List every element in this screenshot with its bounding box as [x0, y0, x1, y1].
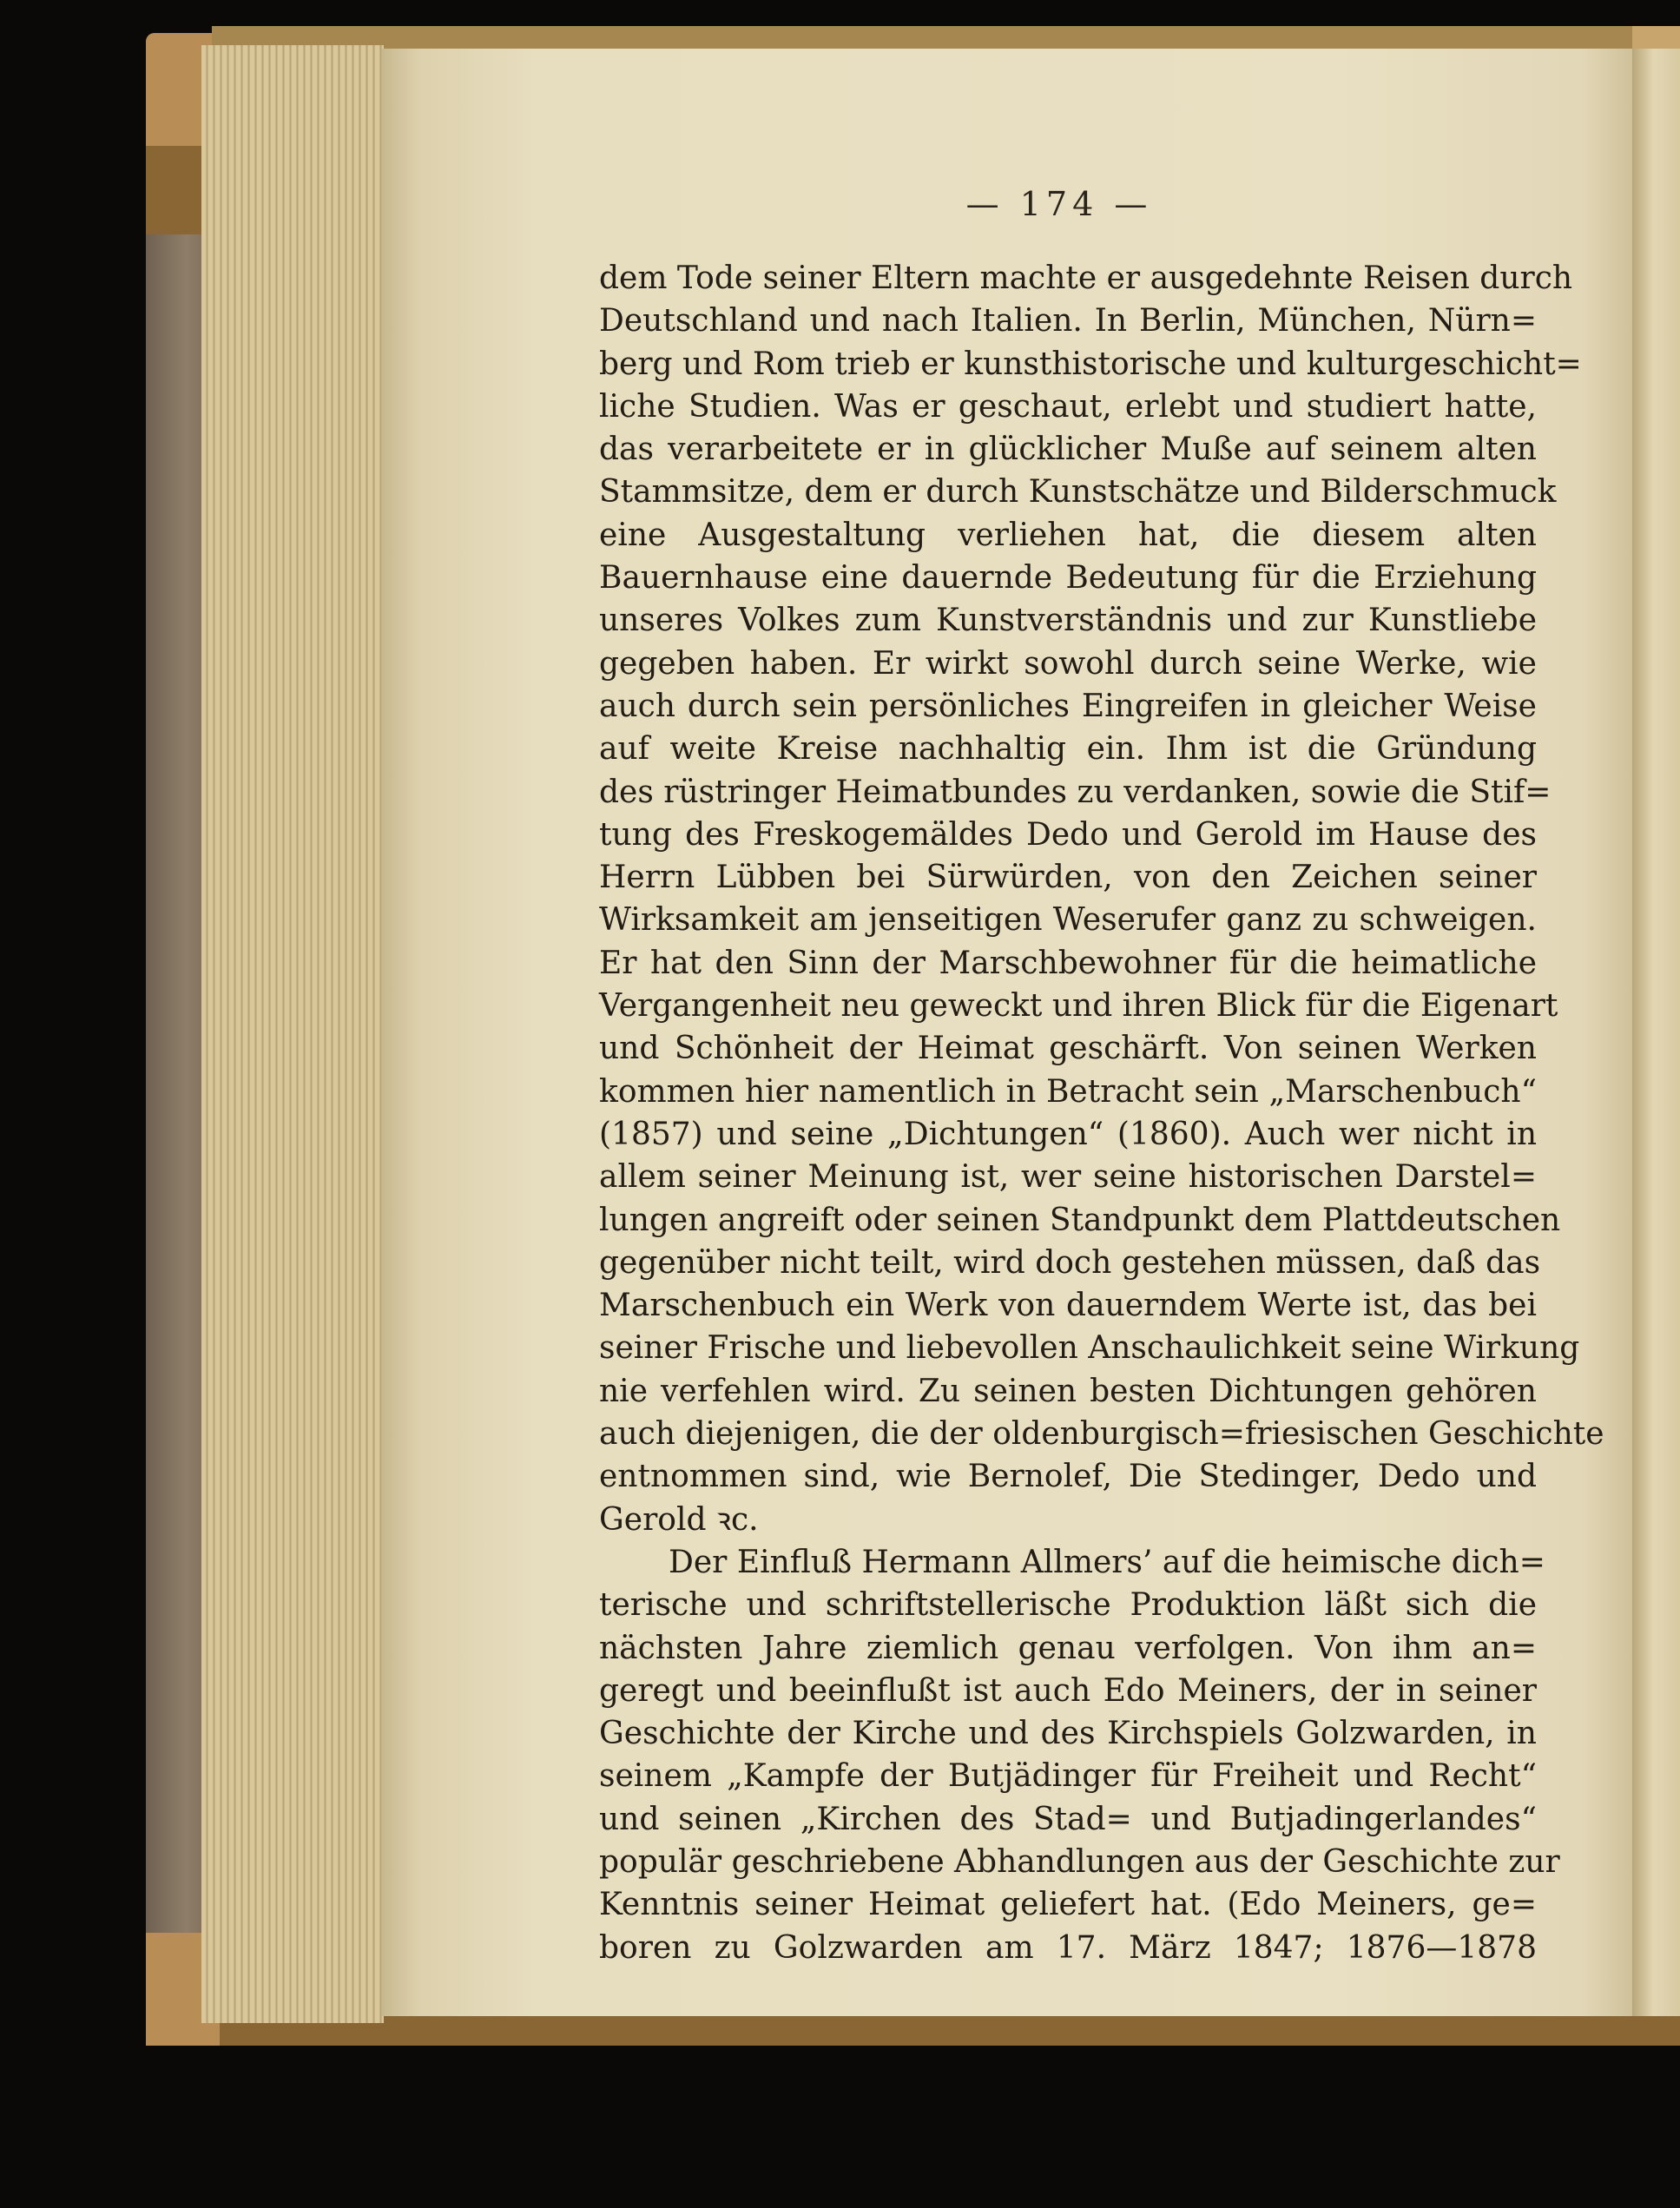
body-text [599, 257, 1604, 1969]
paragraph [599, 257, 1604, 1541]
text-line: kommen hier namentlich in Betracht sein „Marschenbuch“ [599, 1073, 1537, 1110]
text-line: Geschichte der Kirche und des Kirchspiels Golzwarden, in [599, 1716, 1537, 1752]
text-line: gegeben haben. Er wirkt sowohl durch seine Werke, wie [599, 645, 1537, 682]
text-line: Wirksamkeit am jenseitigen Weserufer ganz zu schweigen. [599, 902, 1537, 939]
text-line: Herrn Lübben bei Sürwürden, von den Zeichen seiner [599, 860, 1537, 896]
text-line: liche Studien. Was er geschaut, erlebt und studiert hatte, [599, 388, 1537, 425]
text-line: Bauernhause eine dauernde Bedeutung für die Erziehung [599, 560, 1537, 596]
text-line: populär geschriebene Abhandlungen aus der Geschichte zur [599, 1843, 1560, 1880]
text-line: unseres Volkes zum Kunstverständnis und zur Kunstliebe [599, 603, 1537, 639]
text-line: (1857) und seine „Dichtungen“ (1860). Auch wer nicht in [599, 1116, 1537, 1152]
text-line: lungen angreift oder seinen Standpunkt dem Plattdeutschen [599, 1202, 1561, 1238]
text-line: Marschenbuch ein Werk von dauerndem Werte ist, das bei [599, 1288, 1537, 1324]
page-edges [201, 45, 384, 2023]
paragraph [599, 1541, 1560, 1969]
text-line: gegenüber nicht teilt, wird doch gestehen müssen, daß das [599, 1244, 1541, 1281]
text-line: Stammsitze, dem er durch Kunstschätze und Bilderschmuck [599, 474, 1557, 511]
text-line: und Schönheit der Heimat geschärft. Von seinen Werken [599, 1031, 1537, 1067]
text-line: nächsten Jahre ziemlich genau verfolgen. Von ihm an= [599, 1630, 1537, 1666]
text-line: auf weite Kreise nachhaltig ein. Ihm ist die Gründung [599, 731, 1537, 768]
page-number: — 174 — [965, 185, 1153, 223]
text-line: allem seiner Meinung ist, wer seine historischen Darstel= [599, 1159, 1537, 1196]
text-line: seiner Frische und liebevollen Anschaulichkeit seine Wirkung [599, 1330, 1580, 1367]
text-line: boren zu Golzwarden am 17. März 1847; 1876—1878 [599, 1929, 1537, 1966]
text-line: nie verfehlen wird. Zu seinen besten Dichtungen gehören [599, 1373, 1537, 1409]
text-line: Der Einfluß Hermann Allmers’ auf die heimische dich= [669, 1544, 1545, 1580]
text-line: das verarbeitete er in glücklicher Muße auf seinem alten [599, 432, 1537, 468]
text-line: des rüstringer Heimatbundes zu verdanken, sowie die Stif= [599, 774, 1552, 810]
text-line: Er hat den Sinn der Marschbewohner für die heimatliche [599, 945, 1537, 981]
text-line: Deutschland und nach Italien. In Berlin, München, Nürn= [599, 303, 1537, 339]
text-line: geregt und beeinflußt ist auch Edo Meiners, der in seiner [599, 1672, 1537, 1709]
text-line: dem Tode seiner Eltern machte er ausgedehnte Reisen durch [599, 260, 1573, 296]
text-line: tung des Freskogemäldes Dedo und Gerold im Hause des [599, 816, 1537, 853]
text-line: Vergangenheit neu geweckt und ihren Blick für die Eigenart [599, 988, 1558, 1025]
text-line: berg und Rom trieb er kunsthistorische und kulturgeschicht= [599, 346, 1582, 382]
text-line: entnommen sind, wie Bernolef, Die Stedinger, Dedo und [599, 1459, 1537, 1495]
text-line: auch diejenigen, die der oldenburgisch=friesischen Geschichte [599, 1416, 1604, 1453]
text-line: terische und schriftstellerische Produktion läßt sich die [599, 1587, 1537, 1624]
text-line: auch durch sein persönliches Eingreifen in gleicher Weise [599, 688, 1537, 724]
text-line: Gerold ꝛc. [599, 1501, 759, 1538]
text-line: Kenntnis seiner Heimat geliefert hat. (Edo Meiners, ge= [599, 1887, 1537, 1923]
text-line: und seinen „Kirchen des Stad= und Butjadingerlandes“ [599, 1801, 1537, 1837]
text-line: seinem „Kampfe der Butjädinger für Freiheit und Recht“ [599, 1758, 1537, 1795]
facing-page-gutter [1632, 49, 1680, 2016]
text-line: eine Ausgestaltung verliehen hat, die diesem alten [599, 517, 1537, 553]
